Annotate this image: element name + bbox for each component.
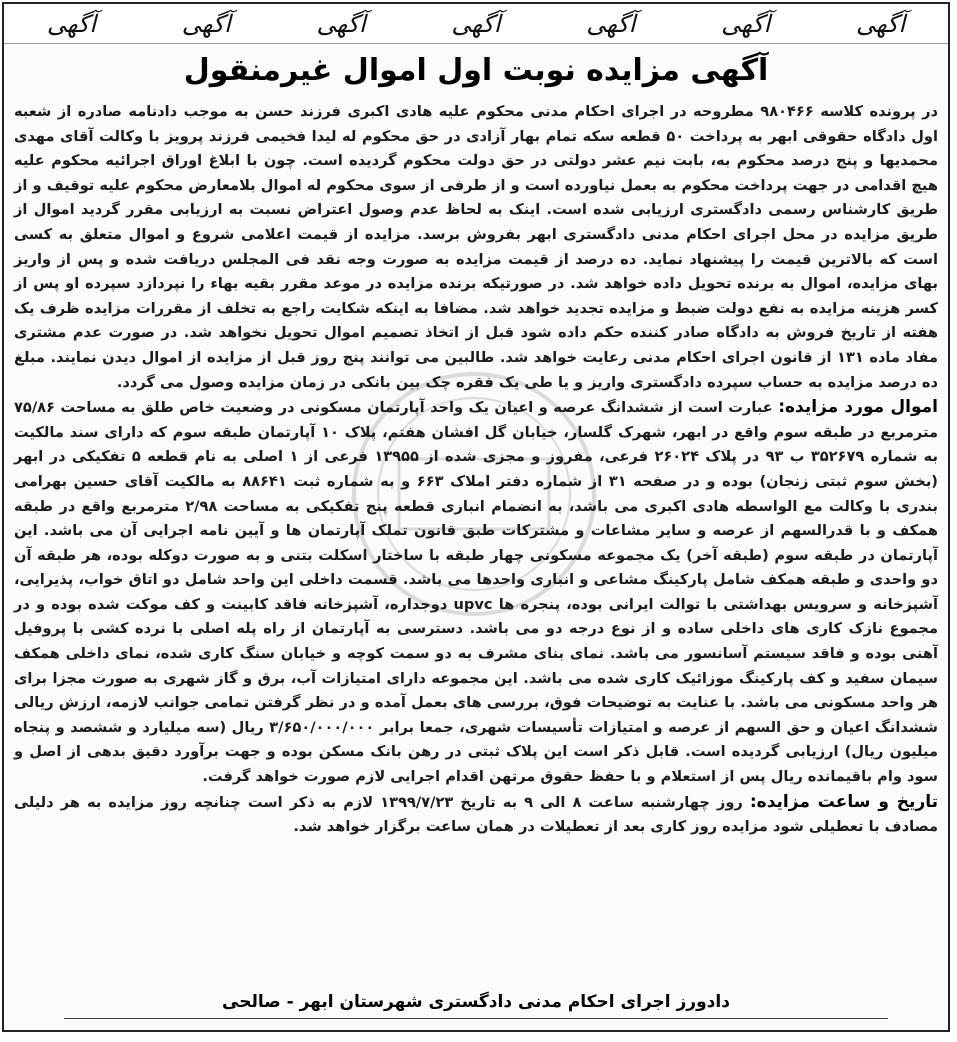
notice-body	[14, 100, 938, 840]
datetime-text: روز چهارشنبه ساعت ۸ الی ۹ به تاریخ ۱۳۹۹/۷/۲۳ لازم به ذکر است چنانچه روز مزایده به هر دلیلی مصادف با تعطیلی شود مزایده روز کاری بعد از تعطیلات در همان ساعت برگزار خواهد شد.	[14, 793, 938, 836]
banner-item: آگهی	[139, 4, 274, 44]
intro-paragraph: در پرونده کلاسه ۹۸۰۴۶۶ مطروحه در اجرای احکام مدنی محکوم علیه هادی اکبری فرزند حسن به موجب دادنامه صادره از شعبه اول دادگاه حقوقی ابهر به پرداخت ۵۰ قطعه سکه تمام بهار آزادی در حق محکوم له لیدا فخیمی فرزند پرویز با وکالت آقای مهدی محمدیها و پنج درصد محکوم به، بابت نیم عشر دولتی در حق دولت محکوم گردیده است. چون با ابلاغ اوراق اجرائیه محکوم علیه هیچ اقدامی در جهت پرداخت محکوم به بعمل نیاورده است و از طرفی از سوی محکوم له اموال بلامعارض محکوم علیه توقیف و از طریق کارشناس رسمی دادگستری ارزیابی شده است. اینک به لحاظ عدم وصول اعتراض نسبت به ارزیابی مقرر گردید اموال از طریق مزایده در محل اجرای احکام مدنی دادگستری ابهر بفروش برسد. مزایده از قیمت اعلامی شروع و اموال متعلق به کسی است که بالاترین قیمت را پیشنهاد نماید. ده درصد از قیمت مزایده به صورت وجه نقد فی المجلس دریافت شده و پس از واریز بهای مزایده، اموال به برنده تحویل داده خواهد شد. در صورتیکه برنده مزایده در موعد مقرر بقیه بهاء را نپردازد سپرده او پس از کسر هزینه مزایده به نفع دولت ضبط و مزایده تجدید خواهد شد. مضافا به اینکه شکایت راجع به تخلف از مقررات مزایده ظرف یک هفته از تاریخ فروش به دادگاه صادر کننده حکم داده شود قبل از اتخاذ تصمیم اموال تحویل نخواهد شد. در صورت عدم مشتری مفاد ماده ۱۳۱ از قانون اجرای احکام مدنی رعایت خواهد شد. طالبین می توانند پنج روز قبل از مزایده از اموال دیدن نمایند. مبلغ ده درصد مزایده به حساب سپرده دادگستری واریز و یا طی یک فقره چک بین بانکی در زمان مزایده وصول می گردد.	[14, 103, 939, 391]
notice-title: آگهی مزایده نوبت اول اموال غیرمنقول	[183, 53, 769, 88]
property-paragraph	[14, 395, 938, 790]
datetime-paragraph	[14, 790, 938, 840]
banner-item: آگهی	[4, 4, 139, 44]
banner-item: آگهی	[678, 4, 813, 44]
property-heading: اموال مورد مزایده:	[778, 397, 938, 418]
banner-row	[4, 4, 948, 44]
banner-item: آگهی	[409, 4, 544, 44]
notice-frame	[2, 2, 950, 1032]
bottom-divider	[64, 1018, 888, 1019]
datetime-heading: تاریخ و ساعت مزایده:	[749, 791, 938, 812]
banner-item: آگهی	[543, 4, 678, 44]
property-text: عبارت است از ششدانگ عرصه و اعیان یک واحد آپارتمان مسکونی در وضعیت خاص طلق به مساحت ۷۵/۸۶ مترمربع در طبقه سوم واقع در ابهر، شهرک گلسار، خیابان گل افشان هفتم، پلاک ۱۰ آپارتمان طبقه سوم که دارای سند مالکیت به شماره ۳۵۲۶۷۹ ب ۹۳ در پلاک ۲۶۰۲۴ فرعی، مفروز و مجزی شده از ۱۳۹۵۵ فرعی از ۱ اصلی به نام قطعه ۵ تفکیکی در ابهر (بخش سوم ثبتی زنجان) بوده و در صفحه ۳۱ از شماره دفتر املاک ۶۶۳ و به شماره ثبت ۸۸۶۴۱ به مالکیت آقای حسین بهرامی بندری با وکالت مع الواسطه هادی اکبری می باشد، به انضمام انباری قطعه پنج تفکیکی به مساحت ۲/۹۸ مترمربع واقع در طبقه همکف و با قدرالسهم از عرصه و سایر مشاعات و مشترکات طبق قانون تملک آپارتمان ها و آیین نامه اجرایی آن می باشد. این آپارتمان در طبقه سوم (طبقه آخر) یک مجموعه مسکونی چهار طبقه با ساختار اسکلت بتنی و به صورت دوکله بوده، هر طبقه آن دو واحدی و طبقه همکف شامل پارکینگ مشاعی و انباری واحدها می باشد. قسمت داخلی این واحد شامل دو اتاق خواب، پذیرایی، آشپزخانه و سرویس بهداشتی با توالت ایرانی بوده، پنجره ها upvc دوجداره، آشپزخانه فاقد کابینت و کف موکت شده بوده و در مجموع نازک کاری های داخلی ساده و از نوع درجه دو می باشد. دسترسی به آپارتمان از راه پله اصلی با نرده کشی با پروفیل آهنی بوده و فاقد سیستم آسانسور می باشد. نمای بنای مشرف به دو سمت کوچه و خیابان سنگ کاری شده، نمای داخلی همکف سیمان سفید و کف پارکینگ موزائیک کاری شده می باشد. این مجموعه دارای امتیازات آب، برق و گاز شهری به صورت مجزا برای هر واحد مسکونی می باشد. با عنایت به توضیحات فوق، بررسی های بعمل آمده و در نظر گرفتن تمامی جوانب لازمه، ارزش ریالی ششدانگ اعیان و حق السهم از عرصه و امتیازات تأسیسات شهری، جمعا برابر ۳/۶۵۰/۰۰۰/۰۰۰ ریال (سه میلیارد و ششصد و پنجاه میلیون ریال) ارزیابی گردیده است. قابل ذکر است این پلاک ثبتی در رهن بانک مسکن بوده و جهت برآورد دقیق بدهی از اصل و سود وام باقیمانده ریال پس از استعلام و با حفظ حقوق مرتهن اقدام اجرایی لازم صورت خواهد گرفت.	[14, 399, 939, 786]
banner-item: آگهی	[274, 4, 409, 44]
signature-line: دادورز اجرای احکام مدنی دادگستری شهرستان ابهر - صالحی	[222, 992, 730, 1012]
banner-item: آگهی	[813, 4, 948, 44]
